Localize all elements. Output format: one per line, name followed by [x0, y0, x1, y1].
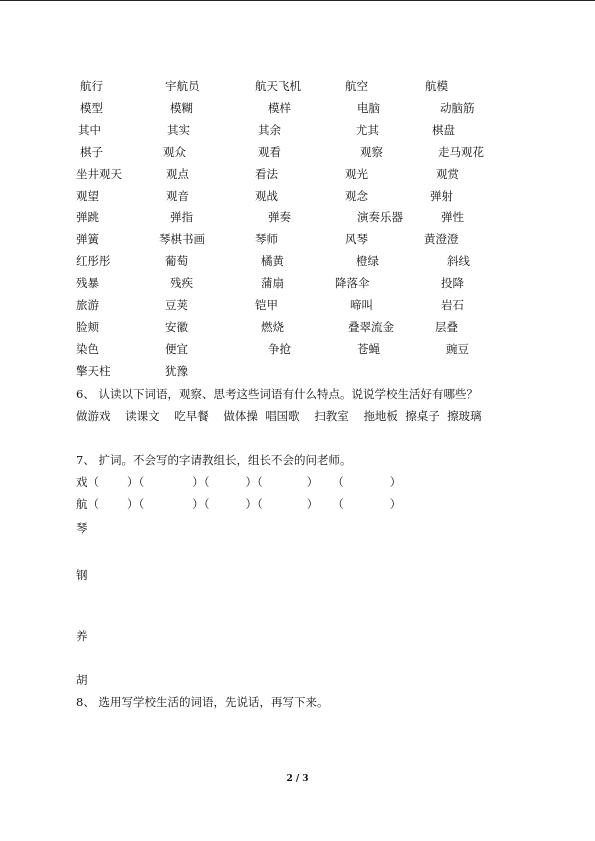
vocabulary-word: 残疾 [170, 276, 193, 291]
vocabulary-word: 橘黄 [261, 254, 284, 269]
vocabulary-word: 电脑 [357, 100, 380, 115]
q7-char-line [76, 670, 88, 690]
vocabulary-word: 便宜 [165, 341, 188, 356]
vocabulary-word: 弹指 [170, 210, 193, 225]
vocabulary-row [0, 361, 595, 381]
q6-word: 吃早餐 [174, 409, 209, 423]
vocabulary-word: 旅游 [76, 298, 99, 312]
vocabulary-word: 观光 [345, 166, 368, 181]
vocabulary-row [0, 186, 595, 206]
vocabulary-word: 观赏 [436, 166, 459, 181]
vocabulary-word: 残暴 [76, 276, 99, 291]
vocabulary-word: 染色 [76, 341, 99, 356]
vocabulary-row [0, 295, 595, 315]
q7-char: 琴 [76, 521, 88, 535]
q6-word: 擦桌子 [405, 409, 440, 423]
vocabulary-word: 模糊 [170, 100, 193, 115]
vocabulary-word: 弹奏 [268, 210, 291, 225]
page-number: 2 / 3 [286, 774, 309, 784]
q7-char: 胡 [76, 673, 88, 687]
vocabulary-word: 苍蝇 [357, 341, 380, 356]
vocabulary-word: 叠翠流金 [348, 319, 394, 334]
vocabulary-word: 观点 [166, 166, 189, 181]
vocabulary-word: 斜线 [447, 254, 470, 269]
question-8-prompt: 8、 选用写学校生活的词语，先说话，再写下来。 [76, 695, 329, 709]
q6-word: 读课文 [125, 409, 160, 423]
vocabulary-word: 看法 [255, 166, 278, 181]
q6-word: 唱国歌 [265, 409, 300, 423]
vocabulary-word: 擎天柱 [76, 363, 111, 378]
vocabulary-word: 坐井观天 [76, 166, 122, 181]
vocabulary-word: 观众 [163, 144, 186, 159]
vocabulary-word: 弹簧 [76, 232, 99, 247]
vocabulary-word: 观音 [166, 188, 189, 203]
vocabulary-word: 宇航员 [165, 79, 200, 93]
vocabulary-word: 弹射 [430, 188, 453, 203]
vocabulary-word: 棋盘 [432, 122, 455, 137]
vocabulary-row [0, 98, 595, 118]
vocabulary-word: 燃烧 [261, 319, 284, 334]
vocabulary-row [0, 207, 595, 227]
vocabulary-word: 弹跳 [76, 210, 99, 225]
q7-char: 钢 [76, 568, 88, 582]
vocabulary-word: 观察 [360, 144, 383, 159]
q6-word: 做游戏 [76, 409, 111, 423]
q7-char: 养 [76, 629, 88, 643]
vocabulary-row [0, 251, 595, 271]
vocabulary-word: 投降 [441, 276, 464, 291]
q7-char: 戏 [76, 475, 88, 489]
vocabulary-word: 模型 [80, 100, 103, 115]
vocabulary-word: 航行 [80, 79, 103, 93]
vocabulary-word: 观看 [258, 144, 281, 159]
q7-expand-row: 戏（ ）（ ）（ ）（ ） （ ） [76, 475, 402, 489]
vocabulary-word: 航天飞机 [255, 79, 301, 93]
vocabulary-word: 模样 [268, 100, 291, 115]
q6-word: 做体操 [223, 409, 258, 423]
vocabulary-word: 降落伞 [335, 276, 370, 291]
q6-word: 拖地板 [363, 409, 398, 423]
vocabulary-word: 航空 [345, 79, 368, 93]
vocabulary-word: 犹豫 [165, 363, 188, 378]
vocabulary-word: 其余 [258, 122, 281, 137]
q7-char: 航 [76, 497, 88, 511]
vocabulary-word: 层叠 [435, 319, 458, 334]
vocabulary-word: 啼叫 [350, 298, 373, 312]
vocabulary-word: 豆荚 [165, 298, 188, 312]
vocabulary-word: 安徽 [165, 319, 188, 334]
q6-word: 扫教室 [314, 409, 349, 423]
vocabulary-word: 其中 [78, 122, 101, 137]
vocabulary-word: 岩石 [441, 298, 464, 312]
vocabulary-word: 蒲扇 [261, 276, 284, 291]
question-6-word-list [76, 406, 482, 426]
vocabulary-word: 争抢 [268, 341, 291, 356]
vocabulary-word: 棋子 [80, 144, 103, 159]
vocabulary-word: 弹性 [441, 210, 464, 225]
vocabulary-row [0, 76, 595, 96]
vocabulary-row [0, 317, 595, 337]
vocabulary-row [0, 120, 595, 140]
vocabulary-row [0, 273, 595, 293]
vocabulary-word: 琴棋书画 [159, 232, 205, 247]
vocabulary-word: 风琴 [345, 232, 368, 247]
vocabulary-word: 其实 [167, 122, 190, 137]
vocabulary-row [0, 142, 595, 162]
vocabulary-row [0, 339, 595, 359]
vocabulary-word: 观望 [76, 188, 99, 203]
question-7-prompt: 7、 扩词。不会写的字请教组长，组长不会的问老师。 [76, 453, 352, 467]
vocabulary-row [0, 229, 595, 249]
vocabulary-word: 演奏乐器 [357, 210, 403, 225]
vocabulary-word: 红彤彤 [76, 254, 111, 269]
vocabulary-word: 航模 [425, 79, 448, 93]
vocabulary-word: 动脑筋 [440, 100, 475, 115]
q7-expand-row: 航（ ）（ ）（ ）（ ） （ ） [76, 497, 402, 511]
vocabulary-word: 走马观花 [438, 144, 484, 159]
vocabulary-word: 橙绿 [356, 254, 379, 269]
q7-char-line [76, 626, 88, 646]
vocabulary-word: 琴师 [255, 232, 278, 247]
vocabulary-word: 铠甲 [255, 298, 278, 312]
vocabulary-word: 豌豆 [446, 341, 469, 356]
q7-char-line [76, 518, 88, 538]
vocabulary-word: 脸颊 [76, 319, 99, 334]
vocabulary-word: 黄澄澄 [424, 232, 459, 247]
question-6-prompt: 6、 认读以下词语，观察、思考这些词语有什么特点。说说学校生活好有哪些？ [76, 387, 478, 401]
q7-char-line [76, 565, 88, 585]
vocabulary-word: 尤其 [356, 122, 379, 137]
q6-word: 擦玻璃 [447, 409, 482, 423]
vocabulary-row [0, 164, 595, 184]
vocabulary-word: 观念 [345, 188, 368, 203]
vocabulary-word: 葡萄 [165, 254, 188, 269]
vocabulary-word: 观战 [255, 188, 278, 203]
